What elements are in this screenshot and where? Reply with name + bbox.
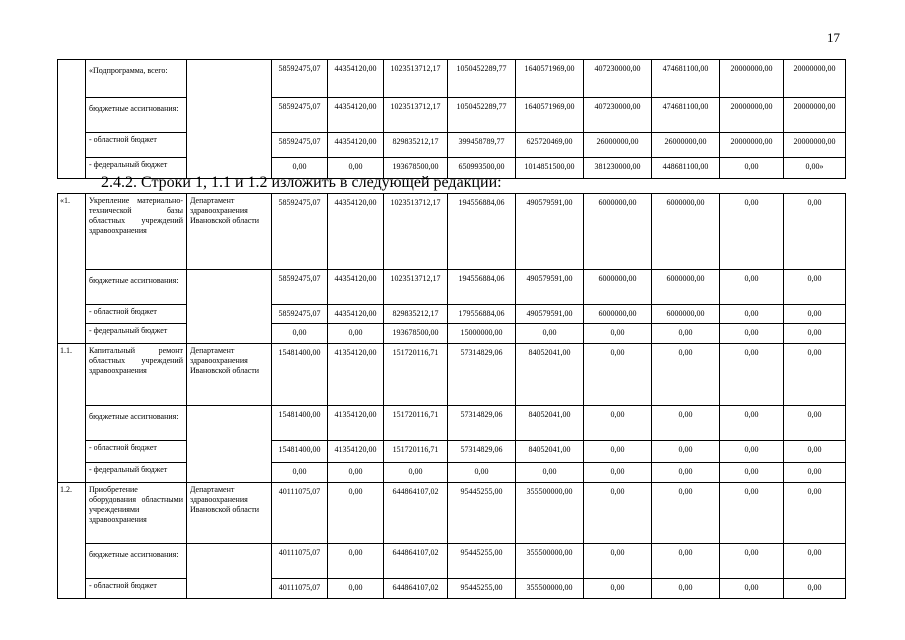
amount-cell: 474681100,00 — [652, 60, 720, 98]
amount-cell: 0,00 — [272, 158, 328, 179]
row-label: Капитальный ремонт областных учреждений здравоохранения — [86, 344, 187, 406]
amount-cell: 44354120,00 — [328, 194, 384, 270]
amount-cell: 58592475,07 — [272, 305, 328, 324]
row-index-cell — [58, 60, 86, 179]
amount-cell: 151720116,71 — [384, 441, 448, 463]
row-index-cell: «1. — [58, 194, 86, 344]
amount-cell: 44354120,00 — [328, 305, 384, 324]
amount-cell: 6000000,00 — [584, 270, 652, 305]
amount-cell: 6000000,00 — [652, 270, 720, 305]
amount-cell: 0,00 — [652, 544, 720, 579]
amount-cell: 26000000,00 — [652, 133, 720, 158]
amount-cell: 1023513712,17 — [384, 98, 448, 133]
amount-cell: 0,00 — [272, 463, 328, 483]
amount-cell: 0,00 — [652, 579, 720, 599]
amount-cell: 0,00 — [328, 324, 384, 344]
amount-cell: 0,00 — [584, 483, 652, 544]
amount-cell: 474681100,00 — [652, 98, 720, 133]
amount-cell: 40111075,07 — [272, 544, 328, 579]
amount-cell: 0,00 — [328, 544, 384, 579]
amount-cell: 1014851500,00 — [516, 158, 584, 179]
amount-cell: 490579591,00 — [516, 194, 584, 270]
row-label: «Подпрограмма, всего: — [86, 60, 187, 98]
row-index-cell: 1.1. — [58, 344, 86, 483]
amount-cell: 15481400,00 — [272, 344, 328, 406]
table-row — [58, 344, 846, 406]
amount-cell: 0,00 — [720, 406, 784, 441]
amount-cell: 644864107,02 — [384, 483, 448, 544]
amount-cell: 193678500,00 — [384, 158, 448, 179]
row-label: бюджетные ассигнования: — [86, 270, 187, 305]
amount-cell: 0,00 — [584, 463, 652, 483]
table-row — [58, 270, 846, 305]
table-row — [58, 544, 846, 579]
rows-edit-table — [57, 193, 846, 599]
amount-cell: 57314829,06 — [448, 344, 516, 406]
amount-cell: 26000000,00 — [584, 133, 652, 158]
amount-cell: 6000000,00 — [652, 305, 720, 324]
amount-cell: 194556884,06 — [448, 194, 516, 270]
amount-cell: 0,00 — [272, 324, 328, 344]
amount-cell: 0,00 — [720, 441, 784, 463]
amount-cell: 0,00 — [720, 463, 784, 483]
amount-cell: 58592475,07 — [272, 133, 328, 158]
amount-cell: 15481400,00 — [272, 406, 328, 441]
amount-cell: 0,00 — [784, 344, 846, 406]
amount-cell: 20000000,00 — [784, 133, 846, 158]
amount-cell: 0,00 — [652, 483, 720, 544]
amount-cell: 44354120,00 — [328, 98, 384, 133]
amount-cell: 0,00 — [584, 441, 652, 463]
amount-cell: 95445255,00 — [448, 579, 516, 599]
department-cell-empty — [187, 406, 272, 483]
amount-cell: 15000000,00 — [448, 324, 516, 344]
row-label: - федеральный бюджет — [86, 324, 187, 344]
amount-cell: 0,00 — [328, 483, 384, 544]
table-row — [58, 60, 846, 98]
amount-cell: 0,00 — [720, 324, 784, 344]
amount-cell: 44354120,00 — [328, 60, 384, 98]
amount-cell: 490579591,00 — [516, 305, 584, 324]
department-cell: Департамент здравоохранения Ивановской области — [187, 483, 272, 544]
row-label: - федеральный бюджет — [86, 463, 187, 483]
amount-cell: 407230000,00 — [584, 60, 652, 98]
amount-cell: 0,00 — [784, 579, 846, 599]
row-label: - областной бюджет — [86, 579, 187, 599]
amount-cell: 1023513712,17 — [384, 270, 448, 305]
amount-cell: 6000000,00 — [584, 194, 652, 270]
amount-cell: 0,00 — [784, 544, 846, 579]
amount-cell: 355500000,00 — [516, 483, 584, 544]
amount-cell: 1050452289,77 — [448, 98, 516, 133]
amount-cell: 650993500,00 — [448, 158, 516, 179]
subprogram-totals-table — [57, 59, 846, 179]
amount-cell: 0,00 — [784, 270, 846, 305]
amount-cell: 41354120,00 — [328, 441, 384, 463]
amount-cell: 58592475,07 — [272, 194, 328, 270]
amount-cell: 41354120,00 — [328, 406, 384, 441]
amount-cell: 1023513712,17 — [384, 194, 448, 270]
amount-cell: 57314829,06 — [448, 406, 516, 441]
amount-cell: 0,00 — [720, 579, 784, 599]
department-cell — [187, 60, 272, 179]
row-label: - областной бюджет — [86, 441, 187, 463]
amount-cell: 829835212,17 — [384, 305, 448, 324]
page-number: 17 — [827, 30, 840, 45]
table-row — [58, 194, 846, 270]
amount-cell: 0,00 — [584, 579, 652, 599]
amount-cell: 0,00 — [720, 194, 784, 270]
amount-cell: 20000000,00 — [720, 60, 784, 98]
amount-cell: 95445255,00 — [448, 544, 516, 579]
amount-cell: 0,00 — [784, 194, 846, 270]
amount-cell: 0,00 — [720, 344, 784, 406]
table-row — [58, 324, 846, 344]
amount-cell: 1640571969,00 — [516, 60, 584, 98]
amount-cell: 0,00 — [448, 463, 516, 483]
department-cell: Департамент здравоохранения Ивановской области — [187, 344, 272, 406]
amount-cell: 57314829,06 — [448, 441, 516, 463]
amount-cell: 0,00 — [516, 324, 584, 344]
amount-cell: 0,00 — [720, 305, 784, 324]
amount-cell: 40111075,07 — [272, 483, 328, 544]
row-label: - областной бюджет — [86, 133, 187, 158]
department-cell: Департамент здравоохранения Ивановской области — [187, 194, 272, 270]
amount-cell: 0,00 — [784, 305, 846, 324]
row-label: Приобретение оборудования областными учреждениями здравоохранения — [86, 483, 187, 544]
amount-cell: 0,00 — [328, 579, 384, 599]
row-label: бюджетные ассигнования: — [86, 98, 187, 133]
row-label: - областной бюджет — [86, 305, 187, 324]
row-label: бюджетные ассигнования: — [86, 544, 187, 579]
table-row — [58, 305, 846, 324]
amount-cell: 95445255,00 — [448, 483, 516, 544]
table-row — [58, 579, 846, 599]
table-row — [58, 133, 846, 158]
amount-cell: 644864107,02 — [384, 579, 448, 599]
amount-cell: 44354120,00 — [328, 270, 384, 305]
amount-cell: 1640571969,00 — [516, 98, 584, 133]
amount-cell: 0,00 — [516, 463, 584, 483]
amount-cell: 179556884,06 — [448, 305, 516, 324]
department-cell-empty — [187, 544, 272, 599]
amount-cell: 490579591,00 — [516, 270, 584, 305]
amount-cell: 58592475,07 — [272, 60, 328, 98]
amount-cell: 381230000,00 — [584, 158, 652, 179]
amount-cell: 0,00 — [584, 406, 652, 441]
amount-cell: 193678500,00 — [384, 324, 448, 344]
amount-cell: 0,00 — [720, 270, 784, 305]
table-row — [58, 441, 846, 463]
amount-cell: 1050452289,77 — [448, 60, 516, 98]
row-label: Укрепление материально-технической базы областных учреждений здравоохранения — [86, 194, 187, 270]
amount-cell: 1023513712,17 — [384, 60, 448, 98]
amount-cell: 6000000,00 — [584, 305, 652, 324]
amount-cell: 151720116,71 — [384, 406, 448, 441]
amount-cell: 0,00 — [784, 483, 846, 544]
amount-cell: 15481400,00 — [272, 441, 328, 463]
amount-cell: 355500000,00 — [516, 579, 584, 599]
amount-cell: 0,00 — [720, 483, 784, 544]
amount-cell: 84052041,00 — [516, 344, 584, 406]
amount-cell: 6000000,00 — [652, 194, 720, 270]
amount-cell: 0,00 — [328, 463, 384, 483]
amount-cell: 407230000,00 — [584, 98, 652, 133]
department-cell-empty — [187, 270, 272, 344]
amount-cell: 58592475,07 — [272, 98, 328, 133]
amount-cell: 0,00 — [784, 324, 846, 344]
amount-cell: 84052041,00 — [516, 406, 584, 441]
amount-cell: 84052041,00 — [516, 441, 584, 463]
amount-cell: 0,00 — [784, 441, 846, 463]
table-row — [58, 406, 846, 441]
table-row — [58, 463, 846, 483]
amount-cell: 20000000,00 — [720, 98, 784, 133]
amount-cell: 20000000,00 — [784, 98, 846, 133]
table-row — [58, 483, 846, 544]
amount-cell: 0,00 — [784, 406, 846, 441]
amount-cell: 20000000,00 — [784, 60, 846, 98]
row-label: бюджетные ассигнования: — [86, 406, 187, 441]
amount-cell: 0,00 — [652, 324, 720, 344]
amount-cell: 0,00 — [652, 406, 720, 441]
amount-cell: 625720469,00 — [516, 133, 584, 158]
section-heading: 2.4.2. Строки 1, 1.1 и 1.2 изложить в следующей редакции: — [101, 174, 502, 191]
amount-cell: 0,00 — [584, 344, 652, 406]
amount-cell: 0,00 — [384, 463, 448, 483]
amount-cell: 0,00 — [652, 463, 720, 483]
row-label: - федеральный бюджет — [86, 158, 187, 179]
table-row — [58, 98, 846, 133]
row-index-cell: 1.2. — [58, 483, 86, 599]
amount-cell: 44354120,00 — [328, 133, 384, 158]
amount-cell: 58592475,07 — [272, 270, 328, 305]
amount-cell: 0,00 — [328, 158, 384, 179]
amount-cell: 829835212,17 — [384, 133, 448, 158]
amount-cell: 0,00 — [584, 324, 652, 344]
amount-cell: 20000000,00 — [720, 133, 784, 158]
amount-cell: 0,00 — [720, 158, 784, 179]
amount-cell: 0,00 — [720, 544, 784, 579]
amount-cell: 0,00 — [652, 344, 720, 406]
amount-cell: 0,00 — [652, 441, 720, 463]
amount-cell: 41354120,00 — [328, 344, 384, 406]
amount-cell: 194556884,06 — [448, 270, 516, 305]
amount-cell: 448681100,00 — [652, 158, 720, 179]
amount-cell: 0,00 — [784, 463, 846, 483]
amount-cell: 151720116,71 — [384, 344, 448, 406]
amount-cell: 399458789,77 — [448, 133, 516, 158]
amount-cell: 0,00» — [784, 158, 846, 179]
amount-cell: 644864107,02 — [384, 544, 448, 579]
amount-cell: 0,00 — [584, 544, 652, 579]
amount-cell: 40111075,07 — [272, 579, 328, 599]
amount-cell: 355500000,00 — [516, 544, 584, 579]
